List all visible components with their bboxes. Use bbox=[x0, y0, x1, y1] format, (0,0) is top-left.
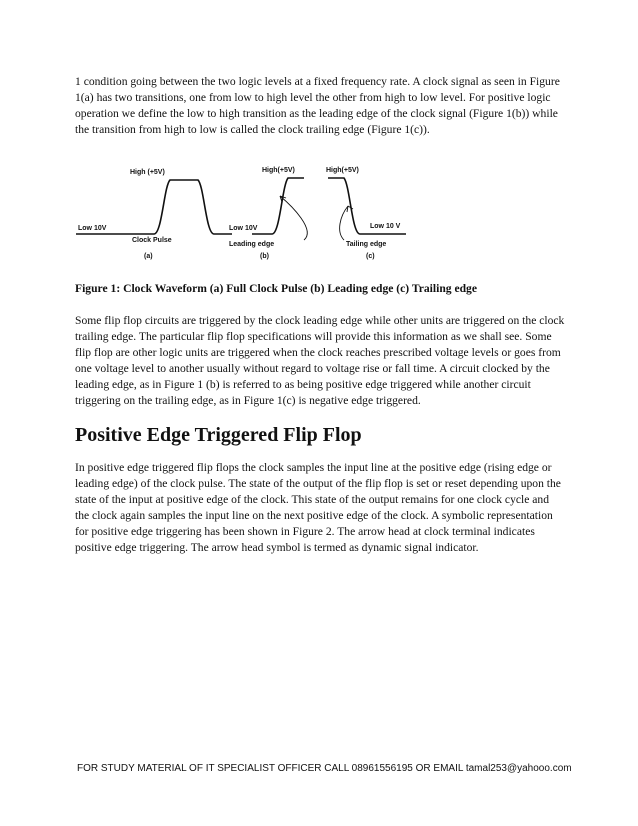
leading-edge-diagram bbox=[229, 167, 307, 260]
high-label-c: High(+5V) bbox=[326, 167, 359, 174]
figure-caption: Figure 1: Clock Waveform (a) Full Clock Pulse (b) Leading edge (c) Trailing edge bbox=[75, 282, 477, 295]
tag-c: (c) bbox=[366, 253, 375, 260]
tag-b: (b) bbox=[260, 253, 269, 260]
high-label-b: High(+5V) bbox=[262, 167, 295, 174]
low-label-a: Low 10V bbox=[78, 225, 107, 232]
positive-edge-paragraph: In positive edge triggered flip flops the clock samples the input line at the positive edge (rising edge or leading edge) of the clock pulse. The state of the output of the flip flop is set or reset depending upon the state of the input at positive edge of the clock. This state of the output remains for one clock cycle and the clock again samples the input line on the next positive edge of the clock. A symbolic representation for positive edge triggering has been shown in Figure 2. The arrow head at clock terminal indicates positive edge triggering. The arrow head symbol is termed as dynamic signal indicator. bbox=[75, 461, 561, 554]
triggering-paragraph: Some flip flop circuits are triggered by the clock leading edge while other units are triggered on the clock trailing edge. The particular flip flop specifications will provide this information as we shall see. Some flip flop are other logic units are triggered when the clock reaches prescribed voltage levels or goes from one voltage level to another usually without regard to voltage rise or fall time. A circuit clocked by the leading edge, as in Figure 1 (b) is referred to as being positive edge triggered while another circuit triggering on the trailing edge, as in Figure 1(c) is negative edge triggered. bbox=[75, 314, 565, 407]
clock-waveform-figure bbox=[72, 160, 432, 270]
tag-a: (a) bbox=[144, 253, 153, 260]
intro-paragraph: 1 condition going between the two logic levels at a fixed frequency rate. A clock signal as seen in Figure 1(a) has two transitions, one from low to high level the other from high to low level. For positive logic operation we define the low to high transition as the leading edge of the clock signal (Figure 1(b)) while the transition from high to low is called the clock trailing edge (Figure 1(c)). bbox=[75, 75, 560, 136]
full-clock-pulse-diagram bbox=[76, 169, 232, 260]
trailing-edge-diagram bbox=[326, 167, 406, 260]
trailing-edge-label: Tailing edge bbox=[346, 241, 387, 248]
high-label-a: High (+5V) bbox=[130, 169, 165, 176]
low-label-b: Low 10V bbox=[229, 225, 258, 232]
leading-edge-label: Leading edge bbox=[229, 241, 275, 248]
section-heading: Positive Edge Triggered Flip Flop bbox=[75, 424, 362, 446]
page-footer: FOR STUDY MATERIAL OF IT SPECIALIST OFFICER CALL 08961556195 OR EMAIL tamal253@yahooo.com bbox=[77, 763, 572, 774]
low-label-c: Low 10 V bbox=[370, 223, 401, 230]
clock-pulse-label: Clock Pulse bbox=[132, 237, 172, 244]
